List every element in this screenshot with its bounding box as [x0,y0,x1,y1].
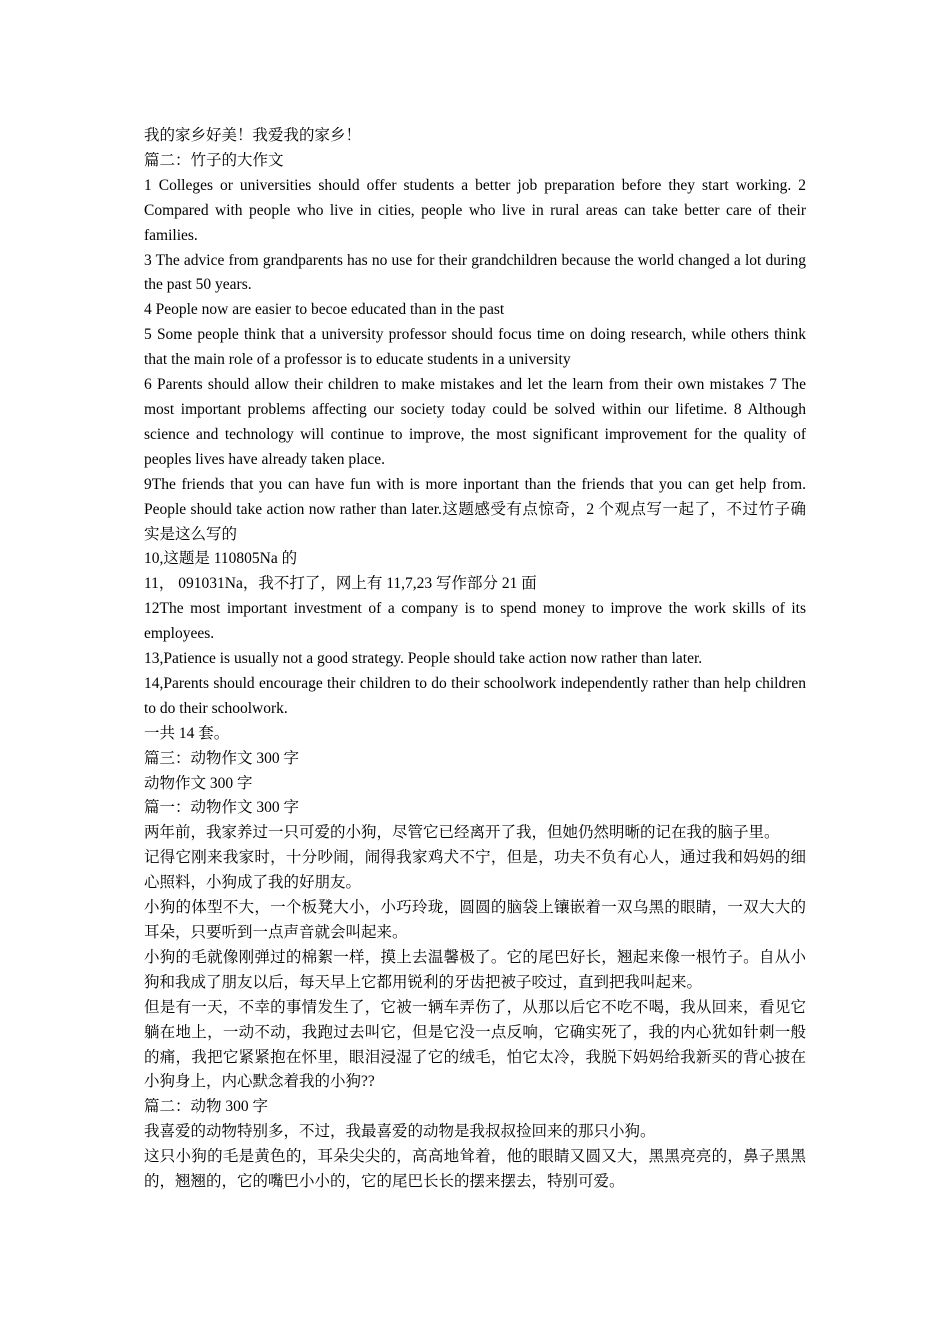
paragraph: 3 The advice from grandparents has no use for their grandchildren because the world changed a lot during the past 50 years. [144,251,806,294]
paragraph: 我喜爱的动物特别多，不过，我最喜爱的动物是我叔叔捡回来的那只小狗。 [144,1123,656,1141]
paragraph: 但是有一天，不幸的事情发生了，它被一辆车弄伤了，从那以后它不吃不喝，我从回来，看见它躺在地上，一动不动，我跑过去叫它，但是它没一点反响，它确实死了，我的内心犹如针刺一般的痛，我把它紧紧抱在怀里，眼泪浸湿了它的绒毛，怕它太冷，我脱下妈妈给我新买的背心披在小狗身上，内心默念着我的小狗?? [144,998,806,1091]
paragraph: 5 Some people think that a university professor should focus time on doing research, while others think that the main role of a professor is to educate students in a university [144,326,806,369]
paragraph: 9The friends that you can have fun with is more inportant than the friends that you can get help from. People should take action now rather than later.这题感受有点惊奇，2 个观点写一起了，不过竹子确实是这么写的 [144,475,806,543]
paragraph: 两年前，我家养过一只可爱的小狗，尽管它已经离开了我，但她仍然明晰的记在我的脑子里。 [144,824,780,842]
paragraph: 13,Patience is usually not a good strategy. People should take action now rather than later. [144,650,703,668]
paragraph: 12The most important investment of a company is to spend money to improve the work skills of its employees. [144,600,806,643]
paragraph: 10,这题是 110805Na 的 [144,550,298,568]
section-heading: 篇三：动物作文 300 字 [144,749,300,767]
paragraph: 6 Parents should allow their children to make mistakes and let the learn from their own mistakes 7 The most important problems affecting our society today could be solved within our lifetime. 8 Although science and technology will continue to improve, the most significant improvement for the quality of peoples lives have already taken place. [144,376,806,468]
paragraph: 我的家乡好美！我爱我的家乡！ [144,127,362,144]
paragraph: 记得它刚来我家时，十分吵闹，闹得我家鸡犬不宁，但是，功夫不负有心人，通过我和妈妈的细心照料，小狗成了我的好朋友。 [144,849,806,892]
paragraph: 1 Colleges or universities should offer students a better job preparation before they start working. 2 Compared with people who live in cities, people who live in rural areas can take better care of their families. [144,176,806,244]
paragraph: 这只小狗的毛是黄色的，耳朵尖尖的，高高地耸着，他的眼睛又圆又大，黑黑亮亮的，鼻子黑黑的，翘翘的，它的嘴巴小小的，它的尾巴长长的摆来摆去，特别可爱。 [144,1148,806,1191]
subsection-heading: 篇一：动物作文 300 字 [144,799,300,817]
paragraph: 4 People now are easier to becoe educated than in the past [144,301,505,319]
section-heading: 篇二：竹子的大作文 [144,151,284,169]
paragraph: 11， 091031Na，我不打了，网上有 11,7,23 写作部分 21 面 [144,575,537,593]
paragraph: 小狗的体型不大，一个板凳大小，小巧玲珑，圆圆的脑袋上镶嵌着一双乌黑的眼睛，一双大大的耳朵，只要听到一点声音就会叫起来。 [144,899,806,941]
paragraph: 一共 14 套。 [144,724,230,742]
paragraph: 14,Parents should encourage their children to do their schoolwork independently rather than help children to do their schoolwork. [144,674,806,717]
subsection-heading: 篇二：动物 300 字 [144,1098,269,1116]
paragraph: 动物作文 300 字 [144,774,253,792]
paragraph: 小狗的毛就像刚弹过的棉絮一样，摸上去温馨极了。它的尾巴好长，翘起来像一根竹子。自从小狗和我成了朋友以后，每天早上它都用锐利的牙齿把被子咬过，直到把我叫起来。 [144,948,806,991]
document-body [144,124,806,1195]
